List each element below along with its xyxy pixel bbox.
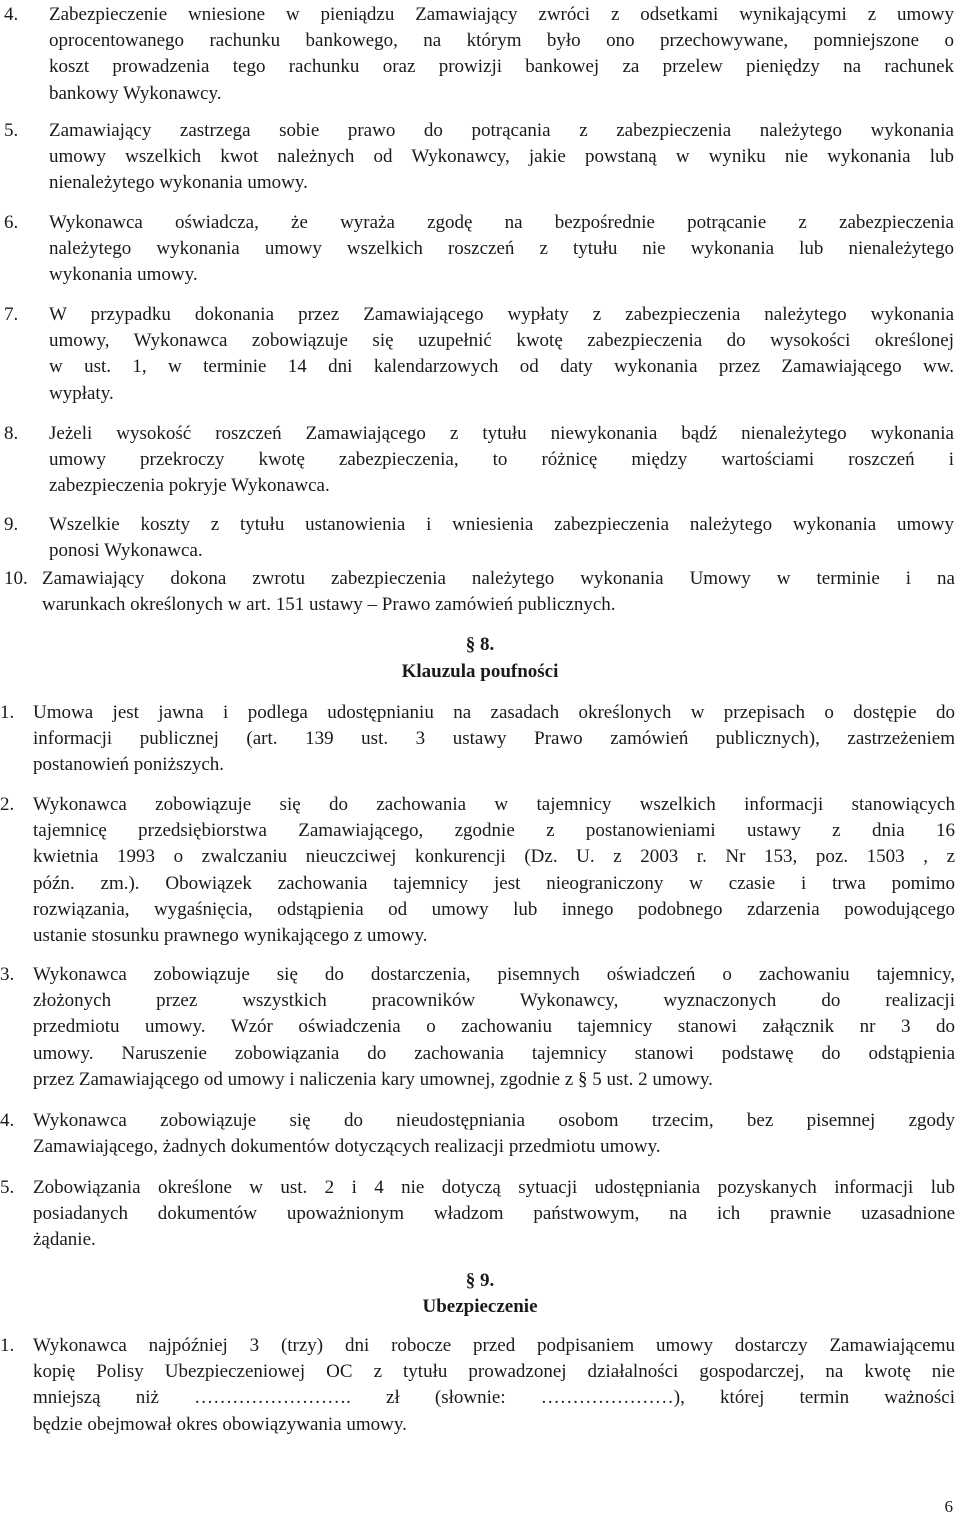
text-line: Zamawiającego, żadnych dokumentów dotyczących realizacji przedmiotu umowy. [33,1136,661,1158]
s8-paragraph-2 [0,792,960,949]
paragraph-number: 8. [4,423,19,444]
paragraph-7 [0,302,960,407]
text-line: warunkach określonych w art. 151 ustawy – Prawo zamówień publicznych. [42,594,616,616]
text-line: Wykonawca zobowiązuje się do nieudostępniania osobom trzecim, bez pisemnej zgody [33,1110,955,1131]
text-line: przez Zamawiającego od umowy i naliczenia kary umownej, zgodnie z § 5 ust. 2 umowy. [33,1068,713,1090]
text-line: należytego wykonania umowy wszelkich roszczeń z tytułu nie wykonania lub nienależytego [49,238,954,260]
text-line: rozwiązania, wygaśnięcia, odstąpienia od umowy lub innego podobnego zdarzenia powodującego [33,898,955,920]
text-line: złożonych przez wszystkich pracowników Wykonawcy, wyznaczonych do realizacji [33,990,955,1012]
text-line: Zobowiązania określone w ust. 2 i 4 nie dotyczą sytuacji udostępniania pozyskanych informacji lub [33,1177,955,1198]
paragraph-number: 4. [0,1110,15,1131]
text-line: żądanie. [33,1229,96,1251]
text-line: nienależytego wykonania umowy. [49,172,308,194]
text-line: Wykonawca zobowiązuje się do dostarczenia, pisemnych oświadczeń o zachowaniu tajemnicy, [33,964,955,985]
text-line: Zabezpieczenie wniesione w pieniądzu Zamawiający zwróci z odsetkami wynikającymi z umowy [49,4,954,25]
paragraph-number: 10. [4,568,28,589]
page-number: 6 [944,1497,953,1516]
text-line: wykonania umowy. [49,264,198,286]
paragraph-number: 4. [4,4,19,25]
paragraph-number: 1. [0,1335,15,1356]
s8-paragraph-5 [0,1175,960,1254]
paragraph-number: 5. [0,1177,15,1198]
paragraph-number: 3. [0,964,15,985]
text-line: umowy. Naruszenie zobowiązania do zachowania tajemnicy stanowi podstawę do odstąpienia [33,1042,955,1064]
s8-paragraph-3 [0,962,960,1093]
paragraph-number: 5. [4,120,19,141]
text-line: w ust. 1, w terminie 14 dni kalendarzowych od daty wykonania przez Zamawiającego ww. [49,356,954,378]
section-9-symbol: § 9. [465,1270,495,1291]
text-line: zabezpieczenia pokryje Wykonawca. [49,475,330,497]
paragraph-4 [0,2,960,107]
text-line: kopię Polisy Ubezpieczeniowej OC z tytułu prowadzonej działalności gospodarczej, na kwotę nie [33,1361,955,1383]
text-line: ustanie stosunku prawnego wynikającego z umowy. [33,924,428,946]
paragraph-number: 2. [0,794,15,815]
paragraph-8 [0,421,960,500]
text-line: bankowy Wykonawcy. [49,82,222,104]
paragraph-number: 7. [4,304,19,325]
text-line: postanowień poniższych. [33,754,225,776]
text-line: tajemnicę przedsiębiorstwa Zamawiającego, zgodnie z postanowieniami ustawy z dnia 16 [33,820,955,842]
text-line: Zamawiający zastrzega sobie prawo do potrącania z zabezpieczenia należytego wykonania [49,120,954,141]
text-line: umowy wszelkich kwot należnych od Wykonawcy, jakie powstaną w wyniku nie wykonania lub [49,146,954,168]
text-line: będzie obejmował okres obowiązywania umowy. [33,1413,407,1435]
text-line: Wykonawca najpóźniej 3 (trzy) dni robocze przed podpisaniem umowy dostarczy Zamawiającemu [33,1335,955,1356]
text-line: wypłaty. [49,382,114,404]
text-line: koszt prowadzenia tego rachunku oraz prowizji bankowej za przelew pieniędzy na rachunek [49,56,954,78]
text-line: kwietnia 1993 o zwalczaniu nieuczciwej konkurencji (Dz. U. z 2003 r. Nr 153, poz. 1503 , z [33,846,955,868]
paragraph-10 [0,566,960,618]
text-line: Zamawiający dokona zwrotu zabezpieczenia należytego wykonania Umowy w terminie i na [42,568,955,589]
text-line: umowy, Wykonawca zobowiązuje się uzupełnić kwotę zabezpieczenia do wysokości określonej [49,330,954,352]
text-line: Jeżeli wysokość roszczeń Zamawiającego z tytułu niewykonania bądź nienależytego wykonania [49,423,954,444]
s9-paragraph-1 [0,1333,960,1438]
text-line: posiadanych dokumentów upoważnionym władzom państwowym, na ich prawnie uzasadnione [33,1203,955,1225]
text-line: ponosi Wykonawca. [49,540,203,562]
text-line: W przypadku dokonania przez Zamawiającego wypłaty z zabezpieczenia należytego wykonania [49,304,954,325]
paragraph-5 [0,118,960,197]
text-line: mniejszą niż ……………………. zł (słownie: …………………), której termin ważności [33,1387,955,1409]
s8-paragraph-4 [0,1108,960,1160]
text-line: Wykonawca zobowiązuje się do zachowania w tajemnicy wszelkich informacji stanowiących [33,794,955,815]
text-line: późn. zm.). Obowiązek zachowania tajemnicy jest nieograniczony w czasie i trwa pomimo [33,872,955,894]
text-line: Wykonawca oświadcza, że wyraża zgodę na bezpośrednie potrącanie z zabezpieczenia [49,212,954,233]
paragraph-number: 6. [4,212,19,233]
section-9-title: Ubezpieczenie [422,1296,538,1317]
text-line: przedmiotu umowy. Wzór oświadczenia o zachowaniu tajemnicy stanowi załącznik nr 3 do [33,1016,955,1038]
paragraph-number: 9. [4,514,19,535]
text-line: umowy przekroczy kwotę zabezpieczenia, to różnicę między wartościami roszczeń i [49,449,954,471]
paragraph-6 [0,210,960,289]
paragraph-number: 1. [0,702,15,723]
paragraph-9 [0,512,960,564]
section-8-symbol: § 8. [465,634,495,655]
s8-paragraph-1 [0,700,960,779]
text-line: oprocentowanego rachunku bankowego, na którym było ono przechowywane, pomniejszone o [49,30,954,52]
text-line: informacji publicznej (art. 139 ust. 3 ustawy Prawo zamówień publicznych), zastrzeżeniem [33,728,955,750]
text-line: Wszelkie koszty z tytułu ustanowienia i wniesienia zabezpieczenia należytego wykonania umowy [49,514,954,535]
section-8-title: Klauzula poufności [401,661,559,682]
text-line: Umowa jest jawna i podlega udostępnianiu na zasadach określonych w przepisach o dostępie do [33,702,955,723]
